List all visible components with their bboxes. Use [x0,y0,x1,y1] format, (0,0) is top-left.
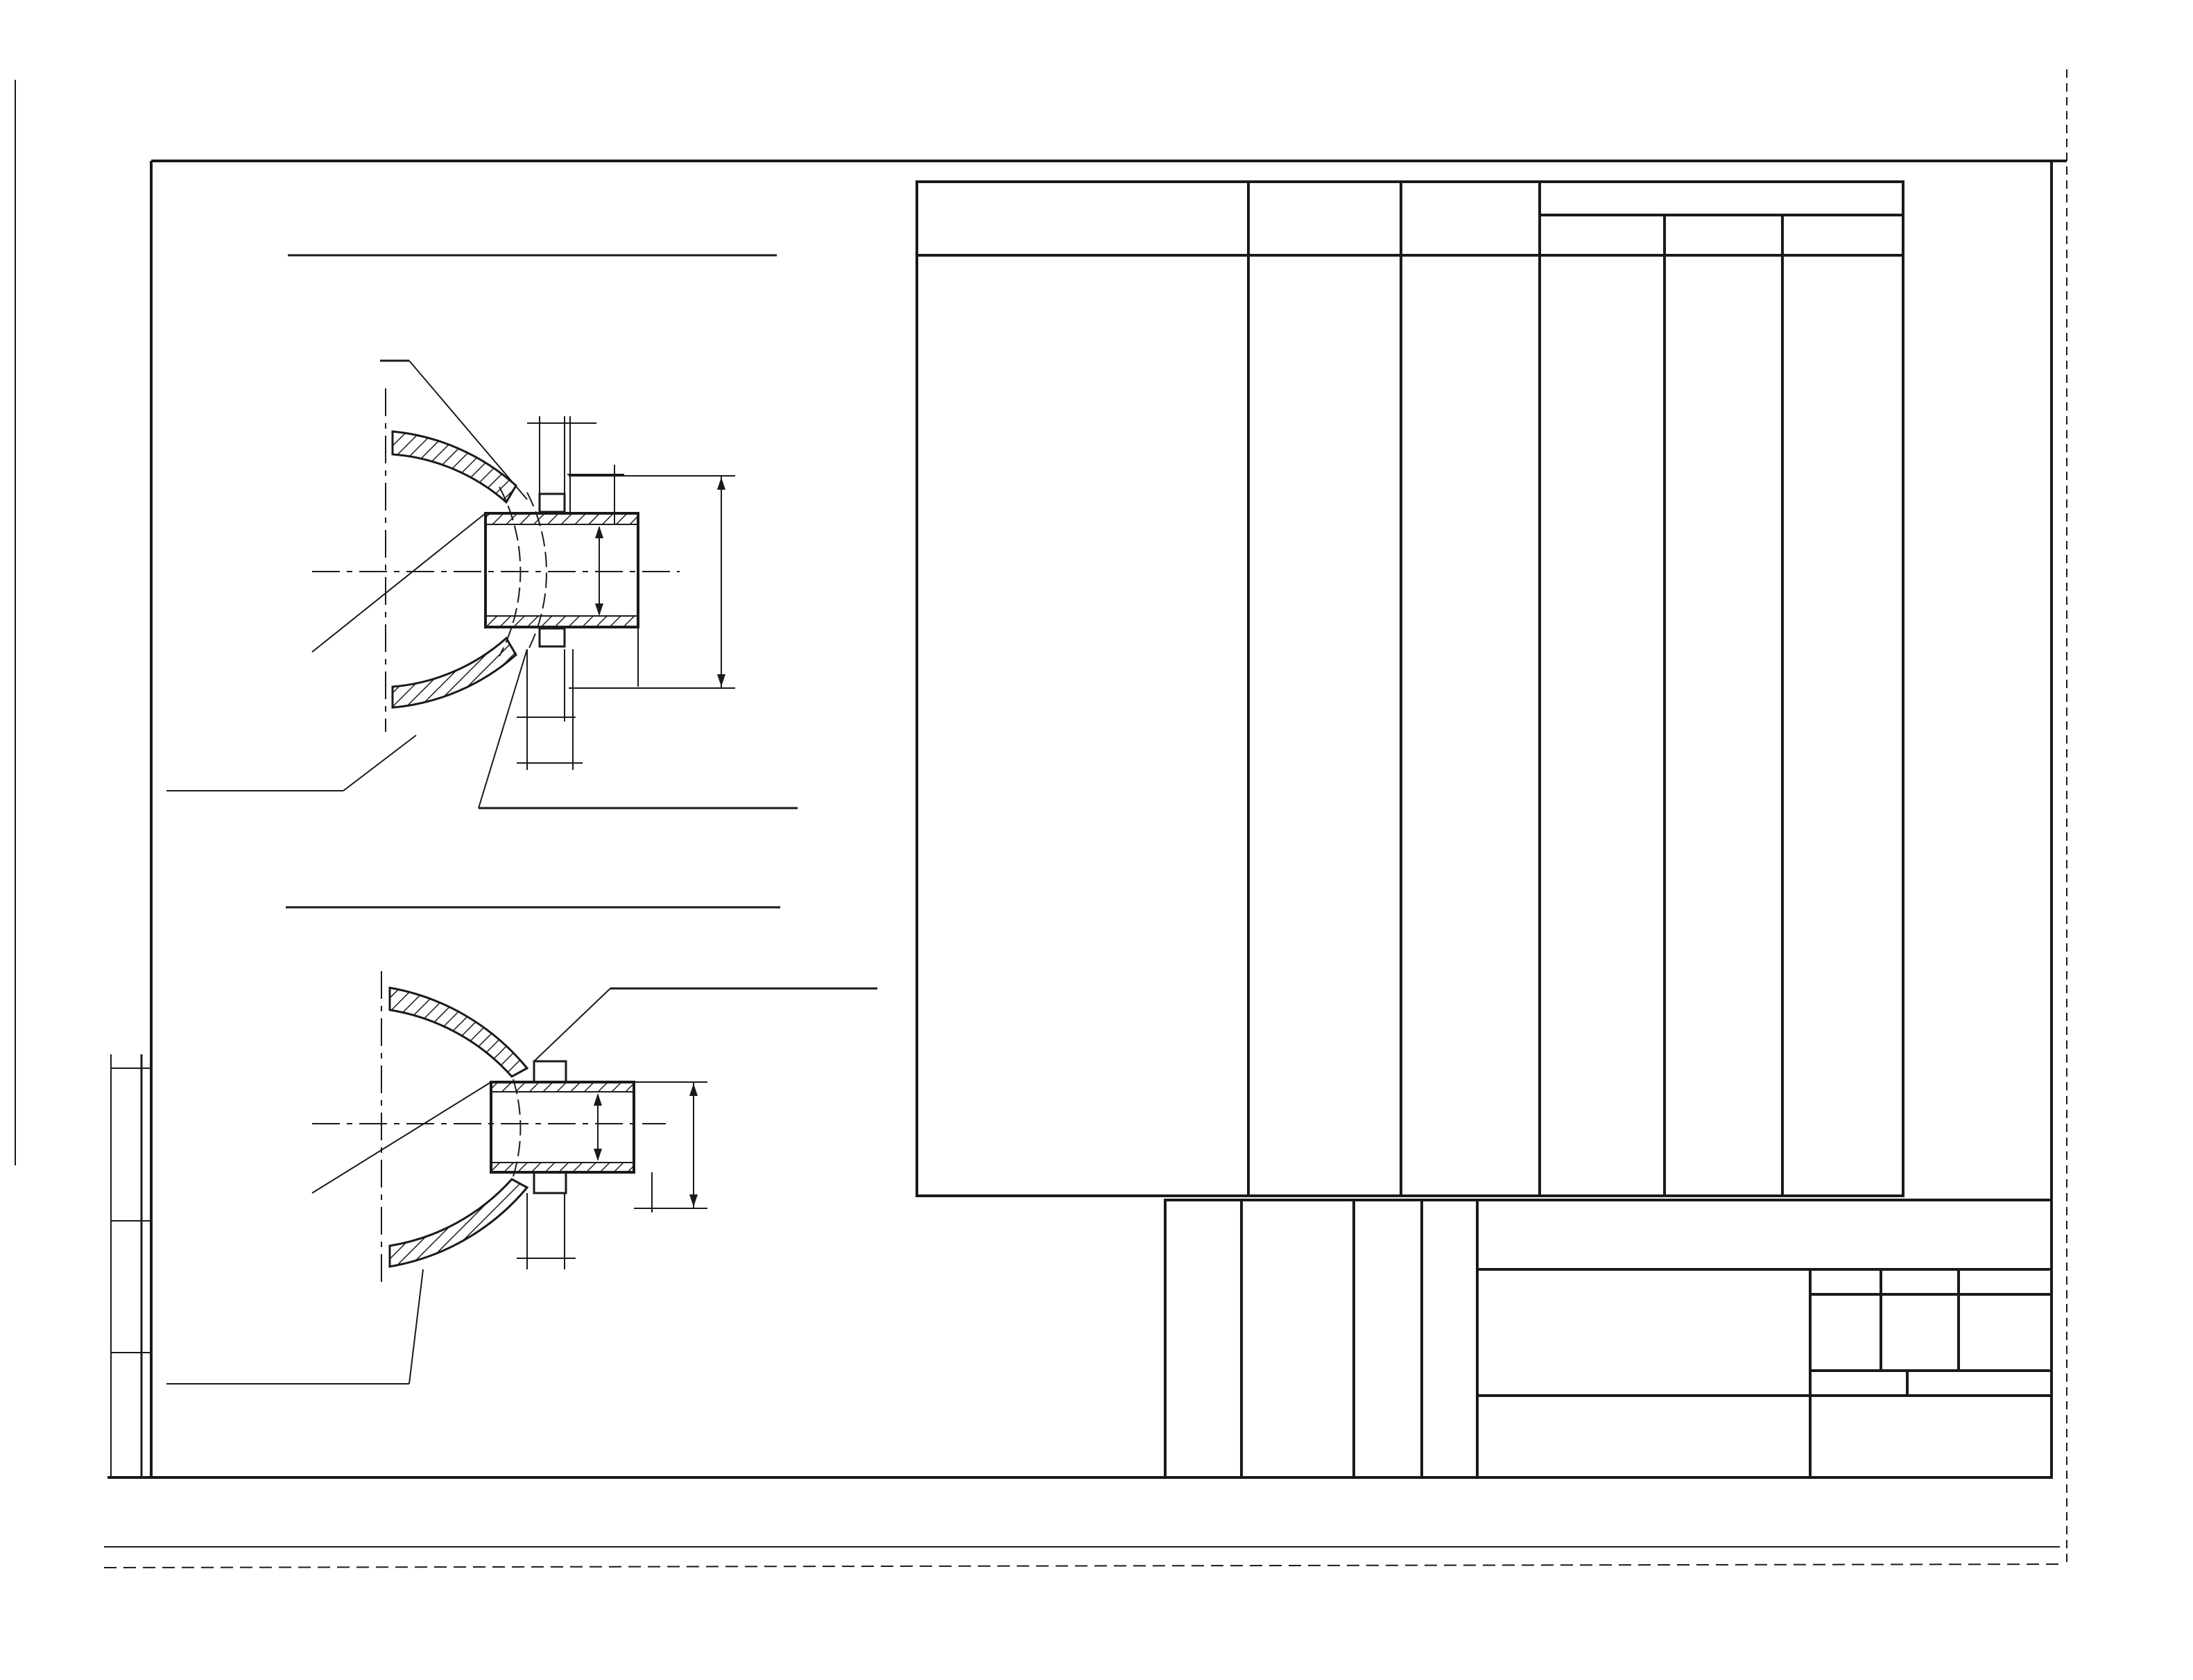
detail-large-pipes [166,361,798,808]
specification-table [917,182,1903,1196]
sheet-frame [15,69,2067,1568]
title-block [1165,1200,2052,1477]
detail-small-pipes [166,971,877,1384]
